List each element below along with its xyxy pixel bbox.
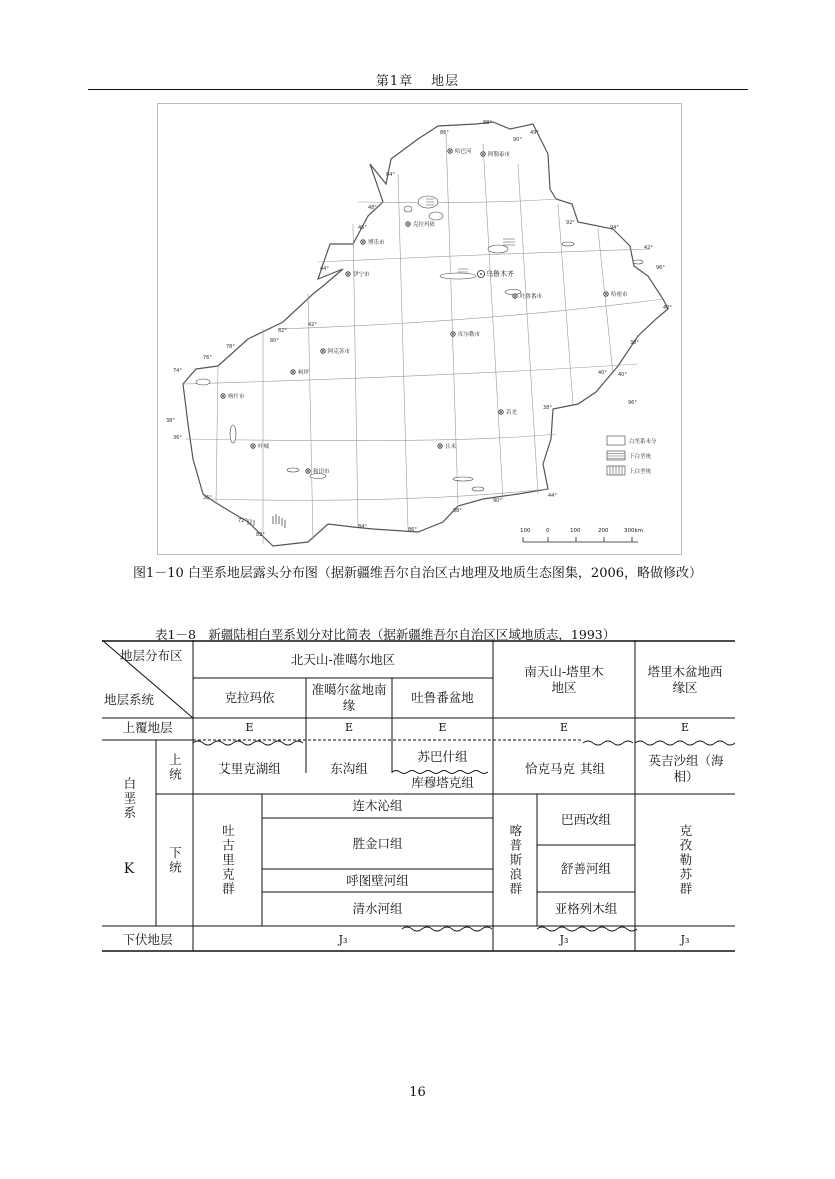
city-marker-dot [252, 445, 254, 447]
city-label: 伊宁市 [353, 272, 370, 278]
upper-cretaceous-hatch [248, 514, 285, 528]
city-marker-dot [482, 153, 484, 155]
legend-label-upper: 上白垩统 [629, 469, 652, 475]
edge-degree-label: 42° [644, 245, 653, 251]
city-marker-dot [222, 395, 224, 397]
city-label: 且末 [445, 444, 457, 450]
lower-series-label: 下统 [167, 845, 183, 875]
chapter-label: 第1章 [375, 74, 414, 89]
meridian-label: 86° [440, 130, 449, 136]
meridian-label: 96° [656, 265, 665, 271]
qiakemake-formation: 恰克马克 [524, 761, 575, 777]
city-label: 喀什市 [228, 394, 245, 400]
page-number: 16 [409, 1085, 426, 1100]
edge-degree-label: 78° [226, 344, 235, 350]
underlying-north: J₃ [338, 933, 348, 947]
region-outline [183, 122, 668, 546]
edge-degree-label: 72° [238, 518, 247, 524]
city-label: 叶城 [258, 444, 270, 450]
hutubihe-formation: 呼图壁河组 [346, 872, 409, 888]
parallel-label: 46° [358, 225, 367, 231]
city-marker-dot [500, 411, 502, 413]
edge-degree-label: 49° [530, 130, 539, 136]
parallel-label: 40° [598, 370, 607, 376]
donggou-formation: 东沟组 [330, 761, 368, 777]
qi-formation-suffix: 其组 [580, 761, 606, 777]
city-label: 阿勒泰市 [488, 152, 511, 158]
qingshuihe-formation: 清水河组 [352, 901, 403, 917]
edge-degree-label: 38° [630, 340, 639, 346]
edge-degree-label: 38° [166, 418, 175, 424]
city-marker-dot [480, 273, 482, 275]
parallel-label: 36° [203, 495, 212, 501]
parallel-label: 42° [308, 322, 317, 328]
kapushalang-group: 喀普斯浪群 [507, 823, 523, 897]
city-marker-dot [322, 350, 324, 352]
city-marker-dot [452, 333, 454, 335]
sub-turpan: 吐鲁番盆地 [411, 690, 474, 706]
city-label: 和田市 [313, 469, 330, 475]
overlying-south: E [559, 721, 569, 735]
table-caption: 表1－8 新疆陆相白垩系划分对比简表（据新疆维吾尔自治区区域地质志，1993） [155, 627, 616, 642]
legend-label-lower: 下白垩统 [629, 454, 652, 460]
edge-degree-label: 76° [203, 355, 212, 361]
overlying-label: 上覆地层 [122, 720, 173, 736]
parallel-label: 38° [543, 405, 552, 411]
city-label: 若羌 [506, 410, 518, 416]
running-header [0, 70, 835, 89]
scale-tick-3: 200 [598, 528, 609, 534]
figure-caption: 图1－10 白垩系地层露头分布图（据新疆维吾尔自治区古地理及地质生态图集，2006，略做修改） [132, 566, 703, 581]
underlying-south: J₃ [559, 933, 569, 947]
legend-swatch-undivided [607, 436, 625, 445]
shengjinkou-formation: 胜金口组 [352, 835, 403, 851]
overlying-junggar: E [344, 721, 354, 735]
edge-degree-label: 74° [173, 368, 182, 374]
underlying-label: 下伏地层 [122, 932, 173, 948]
city-marker-dot [307, 470, 309, 472]
city-label: 柯坪 [298, 370, 310, 376]
city-label: 乌鲁木齐 [486, 270, 514, 278]
lower-cretaceous-hatch [426, 199, 515, 272]
meridian-label: 92° [566, 220, 575, 226]
scale-tick-1: 0 [546, 528, 550, 534]
edge-degree-label: 82° [278, 328, 287, 334]
edge-degree-label: 86° [408, 527, 417, 533]
scale-tick-0: 100 [520, 528, 531, 534]
tugulike-group: 吐古里克群 [220, 823, 236, 897]
upper-series-label: 上统 [167, 752, 183, 782]
city-label: 吐鲁番市 [520, 294, 543, 300]
shushanhe-formation: 舒善河组 [560, 860, 611, 876]
subashi-formation: 苏巴什组 [417, 749, 468, 765]
city-marker-dot [407, 223, 409, 225]
degree-labels [166, 120, 672, 538]
city-label: 库尔勒市 [458, 332, 481, 338]
edge-degree-label: 96° [628, 400, 637, 406]
edge-degree-label: 40° [663, 305, 672, 311]
region-tarim-header: 塔里木盆地西缘区 [647, 664, 723, 695]
meridian-label: 88° [483, 120, 492, 126]
sub-junggar: 准噶尔盆地南缘 [311, 682, 387, 713]
edge-degree-label: 44° [548, 493, 557, 499]
region-south-header: 南天山-塔里木地区 [524, 664, 604, 695]
lianmuqin-formation: 连木沁组 [352, 798, 403, 814]
city-label: 博乐市 [368, 240, 385, 246]
city-label: 哈巴河 [455, 149, 472, 155]
city-label: 克拉玛依 [413, 222, 436, 228]
overlying-turpan: E [438, 721, 447, 735]
kezilesu-group: 克孜勒苏群 [677, 823, 693, 897]
city-marker-dot [449, 150, 451, 152]
city-marker-dot [605, 293, 607, 295]
section-label: 地层 [431, 74, 460, 89]
city-marker-dot [514, 295, 516, 297]
underlying-tarim: J₃ [680, 933, 690, 947]
edge-degree-label: 82° [256, 532, 265, 538]
city-label: 哈密市 [611, 292, 628, 298]
city-label: 阿克苏市 [328, 349, 351, 355]
edge-degree-label: 84° [358, 524, 367, 530]
city-marker-dot [439, 445, 441, 447]
sub-karamay: 克拉玛依 [224, 690, 275, 706]
corner-top-label: 地层分布区 [120, 648, 183, 664]
meridian-label: 94° [610, 225, 619, 231]
edge-degree-label: 40° [618, 372, 627, 378]
edge-degree-label: 80° [270, 338, 279, 344]
city-marker-dot [347, 273, 349, 275]
kumutake-formation: 库穆塔克组 [411, 775, 474, 791]
header-rule [88, 89, 748, 90]
baxigai-formation: 巴西改组 [560, 811, 611, 827]
city-marker-dot [292, 371, 294, 373]
ailike-formation: 艾里克湖组 [218, 761, 281, 777]
map-legend [607, 436, 657, 475]
scale-bar [520, 528, 643, 542]
yagelie-formation: 亚格列木组 [554, 901, 618, 917]
region-north-header: 北天山-准噶尔地区 [290, 652, 396, 668]
yingjisha-formation: 英吉沙组（海相） [648, 753, 724, 784]
overlying-karamay: E [245, 721, 254, 735]
edge-degree-label: 36° [173, 435, 182, 441]
cretaceous-outcrop-map [157, 103, 682, 555]
parallel-label: 48° [368, 205, 377, 211]
corner-bottom-label: 地层系统 [104, 692, 155, 708]
meridian-label: 90° [513, 137, 522, 143]
system-label: 白垩系 [121, 777, 137, 821]
meridian-label: 84° [386, 172, 395, 178]
edge-degree-label: 90° [493, 498, 502, 504]
legend-label-undivided: 白垩系未分 [629, 439, 657, 445]
city-marker-dot [362, 241, 364, 243]
system-symbol: K [123, 861, 135, 878]
parallel-label: 44° [320, 266, 329, 272]
stratigraphy-table [102, 640, 735, 952]
scale-tick-2: 100 [570, 528, 581, 534]
scale-tick-4: 300km [624, 528, 644, 534]
overlying-tarim: E [680, 721, 690, 735]
map-canvas [158, 104, 681, 554]
edge-degree-label: 88° [453, 508, 462, 514]
graticule [183, 134, 663, 544]
